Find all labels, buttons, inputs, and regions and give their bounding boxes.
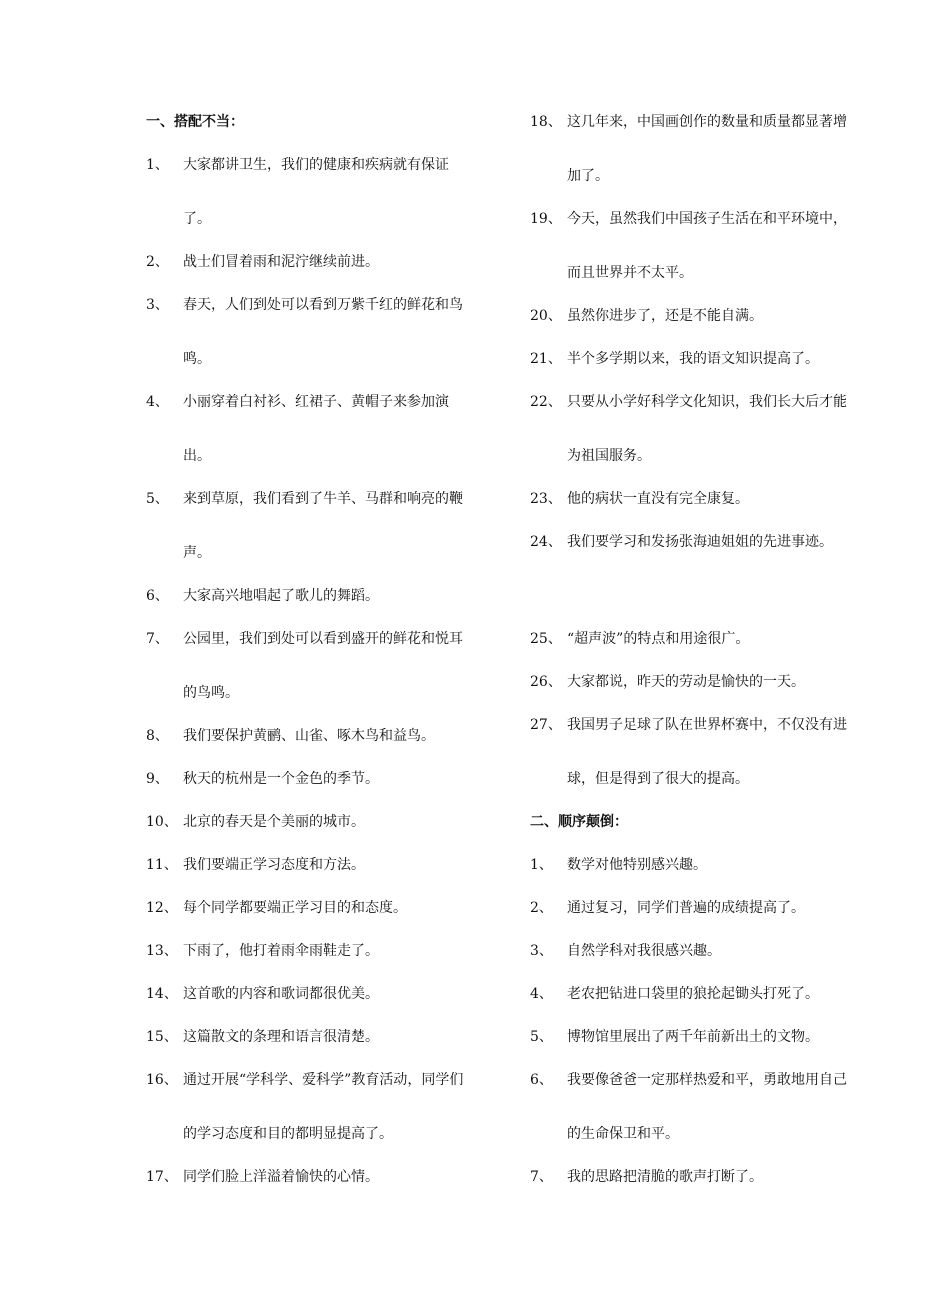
item-number: 19、 bbox=[530, 211, 562, 227]
item-text: 我要像爸爸一定那样热爱和平，勇敢地用自己的生命保卫和平。 bbox=[567, 1072, 847, 1142]
list-item bbox=[530, 982, 860, 1012]
item-number: 12、 bbox=[146, 900, 178, 916]
item-text: 这几年来，中国画创作的数量和质量都显著增加了。 bbox=[567, 114, 847, 184]
item-text: 公园里，我们到处可以看到盛开的鲜花和悦耳的鸟鸣。 bbox=[183, 631, 463, 701]
list-item bbox=[530, 1025, 860, 1055]
list-item bbox=[146, 896, 476, 926]
item-text: 同学们脸上洋溢着愉快的心情。 bbox=[183, 1169, 379, 1185]
item-number: 4、 bbox=[146, 394, 169, 410]
item-text: 通过复习，同学们普遍的成绩提高了。 bbox=[567, 900, 805, 916]
list-item bbox=[530, 853, 860, 883]
item-text: 北京的春天是个美丽的城市。 bbox=[183, 814, 365, 830]
list-item bbox=[530, 670, 860, 700]
item-text: 虽然你进步了，还是不能自满。 bbox=[567, 308, 763, 324]
item-number: 3、 bbox=[146, 297, 169, 313]
item-number: 6、 bbox=[146, 588, 169, 604]
item-text: 大家都讲卫生，我们的健康和疾病就有保证了。 bbox=[183, 157, 449, 227]
list-item bbox=[530, 1068, 860, 1152]
list-item bbox=[146, 1165, 476, 1195]
item-number: 21、 bbox=[530, 351, 562, 367]
list-item bbox=[530, 530, 860, 614]
item-number: 1、 bbox=[146, 157, 169, 173]
item-text: 数学对他特别感兴趣。 bbox=[567, 857, 707, 873]
item-text: 这篇散文的条理和语言很清楚。 bbox=[183, 1029, 379, 1045]
section-heading-order: 二、顺序颠倒： bbox=[530, 814, 628, 830]
item-text: 半个多学期以来，我的语文知识提高了。 bbox=[567, 351, 819, 367]
list-item bbox=[146, 390, 476, 474]
item-number: 15、 bbox=[146, 1029, 178, 1045]
item-text: 这首歌的内容和歌词都很优美。 bbox=[183, 986, 379, 1002]
item-number: 8、 bbox=[146, 728, 169, 744]
item-number: 18、 bbox=[530, 114, 562, 130]
item-text: 大家都说，昨天的劳动是愉快的一天。 bbox=[567, 674, 805, 690]
item-number: 2、 bbox=[146, 254, 169, 270]
item-number: 27、 bbox=[530, 717, 562, 733]
item-text: 通过开展“学科学、爱科学”教育活动，同学们的学习态度和目的都明显提高了。 bbox=[183, 1072, 464, 1142]
list-item bbox=[146, 487, 476, 571]
item-number: 26、 bbox=[530, 674, 562, 690]
item-number: 25、 bbox=[530, 631, 562, 647]
list-item bbox=[146, 1025, 476, 1055]
item-text: 只要从小学好科学文化知识，我们长大后才能为祖国服务。 bbox=[567, 394, 847, 464]
left-column bbox=[146, 110, 476, 1208]
list-item bbox=[146, 250, 476, 280]
item-number: 6、 bbox=[530, 1072, 553, 1088]
item-text: “超声波”的特点和用途很广。 bbox=[567, 631, 750, 647]
list-item bbox=[530, 390, 860, 474]
list-item bbox=[146, 293, 476, 377]
item-text: 每个同学都要端正学习目的和态度。 bbox=[183, 900, 407, 916]
right-column bbox=[530, 110, 860, 1208]
item-text: 博物馆里展出了两千年前新出土的文物。 bbox=[567, 1029, 819, 1045]
item-text: 下雨了，他打着雨伞雨鞋走了。 bbox=[183, 943, 379, 959]
item-text: 我的思路把清脆的歌声打断了。 bbox=[567, 1169, 763, 1185]
item-number: 22、 bbox=[530, 394, 562, 410]
item-text: 春天，人们到处可以看到万紫千红的鲜花和鸟鸣。 bbox=[183, 297, 463, 367]
item-number: 20、 bbox=[530, 308, 562, 324]
item-number: 16、 bbox=[146, 1072, 178, 1088]
item-number: 17、 bbox=[146, 1169, 178, 1185]
item-text: 我们要保护黄鹂、山雀、啄木鸟和益鸟。 bbox=[183, 728, 435, 744]
item-number: 7、 bbox=[146, 631, 169, 647]
list-item bbox=[146, 153, 476, 237]
item-text: 今天，虽然我们中国孩子生活在和平环境中，而且世界并不太平。 bbox=[567, 211, 847, 281]
list-item bbox=[146, 810, 476, 840]
item-text: 我们要学习和发扬张海迪姐姐的先进事迹。 bbox=[567, 534, 833, 550]
list-item bbox=[530, 713, 860, 797]
item-number: 5、 bbox=[146, 491, 169, 507]
item-number: 1、 bbox=[530, 857, 553, 873]
item-text: 老农把钻进口袋里的狼抡起锄头打死了。 bbox=[567, 986, 819, 1002]
item-number: 3、 bbox=[530, 943, 553, 959]
item-text: 战士们冒着雨和泥泞继续前进。 bbox=[183, 254, 379, 270]
list-item bbox=[530, 939, 860, 969]
item-number: 14、 bbox=[146, 986, 178, 1002]
list-item bbox=[146, 724, 476, 754]
item-number: 9、 bbox=[146, 771, 169, 787]
list-item bbox=[146, 1068, 476, 1152]
list-item bbox=[530, 487, 860, 517]
item-number: 5、 bbox=[530, 1029, 553, 1045]
list-item bbox=[530, 347, 860, 377]
list-item bbox=[146, 627, 476, 711]
item-number: 24、 bbox=[530, 534, 562, 550]
item-text: 来到草原，我们看到了牛羊、马群和响亮的鞭声。 bbox=[183, 491, 463, 561]
list-item bbox=[146, 767, 476, 797]
list-item bbox=[530, 207, 860, 291]
item-number: 2、 bbox=[530, 900, 553, 916]
item-number: 4、 bbox=[530, 986, 553, 1002]
item-text: 他的病状一直没有完全康复。 bbox=[567, 491, 749, 507]
item-number: 23、 bbox=[530, 491, 562, 507]
list-item bbox=[146, 853, 476, 883]
item-text: 我国男子足球了队在世界杯赛中，不仅没有进球，但是得到了很大的提高。 bbox=[567, 717, 847, 787]
list-item bbox=[530, 304, 860, 334]
item-text: 大家高兴地唱起了歌儿的舞蹈。 bbox=[183, 588, 379, 604]
item-number: 11、 bbox=[146, 857, 178, 873]
item-number: 7、 bbox=[530, 1169, 553, 1185]
list-item bbox=[146, 584, 476, 614]
item-number: 10、 bbox=[146, 814, 178, 830]
list-item bbox=[530, 1165, 860, 1195]
section-heading-mismatch: 一、搭配不当： bbox=[146, 114, 244, 130]
list-item bbox=[530, 627, 860, 657]
list-item bbox=[146, 982, 476, 1012]
item-text: 小丽穿着白衬衫、红裙子、黄帽子来参加演出。 bbox=[183, 394, 449, 464]
list-item bbox=[146, 939, 476, 969]
list-item bbox=[530, 110, 860, 194]
item-text: 我们要端正学习态度和方法。 bbox=[183, 857, 365, 873]
list-item bbox=[530, 896, 860, 926]
item-text: 自然学科对我很感兴趣。 bbox=[567, 943, 721, 959]
item-text: 秋天的杭州是一个金色的季节。 bbox=[183, 771, 379, 787]
item-number: 13、 bbox=[146, 943, 178, 959]
